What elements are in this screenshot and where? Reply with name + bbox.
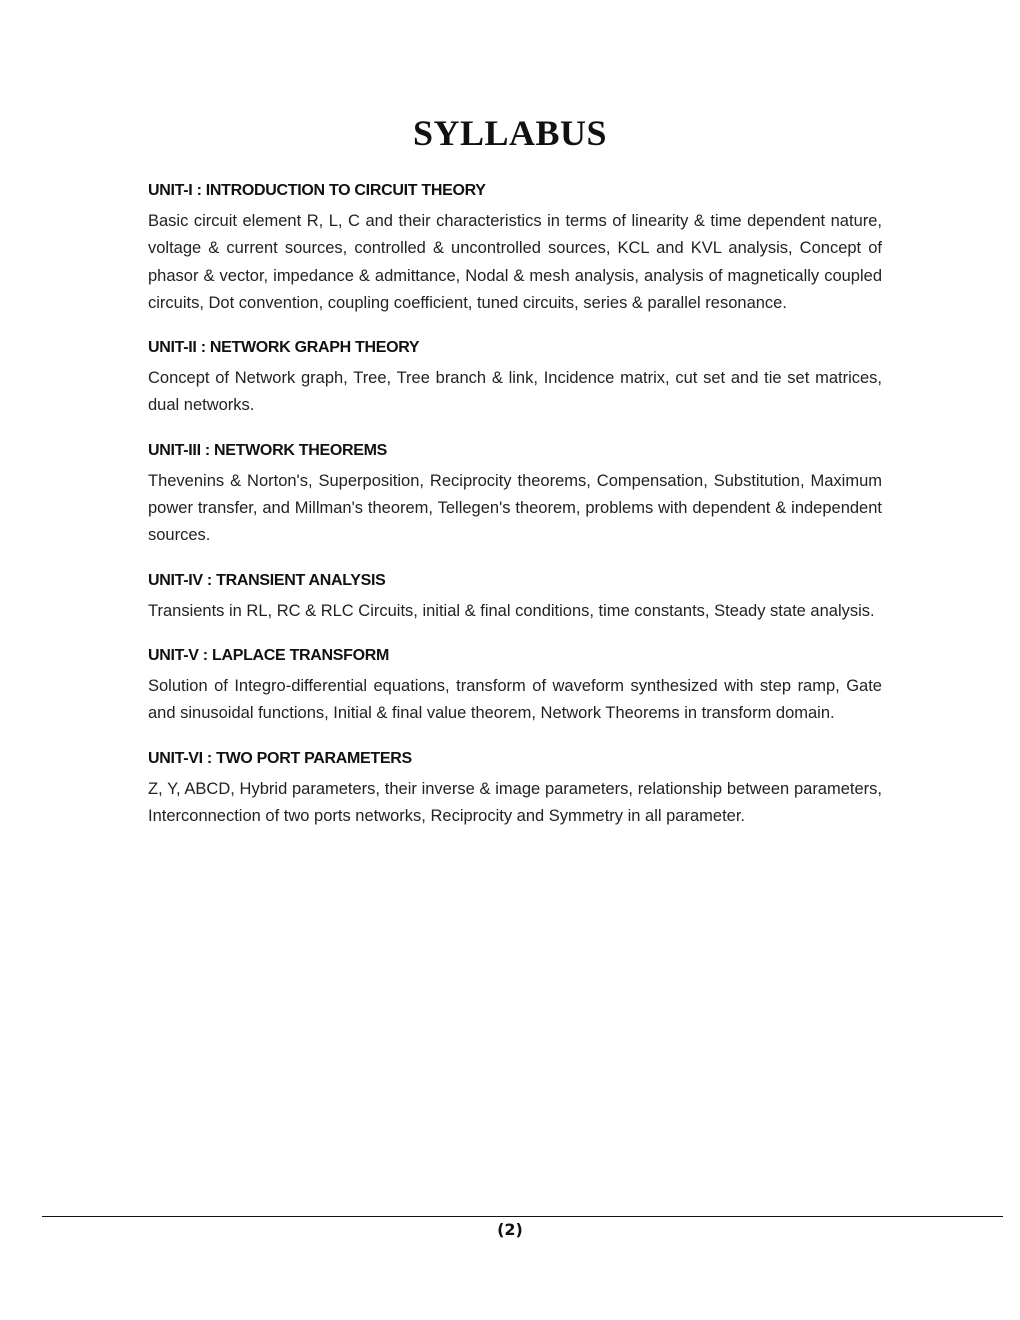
footer-divider	[42, 1216, 1003, 1217]
unit-4-description: Transients in RL, RC & RLC Circuits, initial & final conditions, time constants, Steady state analysis.	[148, 601, 875, 620]
unit-6-heading: UNIT-VI : TWO PORT PARAMETERS	[148, 749, 412, 767]
unit-1-description: Basic circuit element R, L, C and their characteristics in terms of linearity & time dependent nature, voltage & current sources, controlled & uncontrolled sources, KCL and KVL analysis, Concept of phasor & vector, impedance & admittance, Nodal & mesh analysis, analysis of magnetically coupled circuits, Dot convention, coupling coefficient, tuned circuits, series & parallel resonance.	[148, 212, 882, 312]
unit-3-section	[148, 440, 882, 550]
unit-4-heading: UNIT-IV : TRANSIENT ANALYSIS	[148, 571, 386, 589]
unit-3-description: Thevenins & Norton's, Superposition, Reciprocity theorems, Compensation, Substitution, Maximum power transfer, and Millman's theorem, Tellegen's theorem, problems with dependent & independent sources.	[148, 471, 882, 545]
page-title: SYLLABUS	[412, 113, 608, 153]
unit-4-section	[148, 570, 882, 625]
unit-6-description: Z, Y, ABCD, Hybrid parameters, their inverse & image parameters, relationship between parameters, Interconnection of two ports networks, Reciprocity and Symmetry in all parameter.	[148, 779, 882, 825]
unit-5-description: Solution of Integro-differential equations, transform of waveform synthesized with step ramp, Gate and sinusoidal functions, Initial & final value theorem, Network Theorems in transform domain.	[148, 676, 882, 723]
unit-5-heading: UNIT-V : LAPLACE TRANSFORM	[148, 646, 390, 664]
unit-6-section	[148, 748, 882, 831]
unit-1-section	[148, 180, 882, 317]
unit-5-section	[148, 645, 882, 728]
unit-2-description: Concept of Network graph, Tree, Tree branch & link, Incidence matrix, cut set and tie set matrices, dual networks.	[148, 369, 882, 415]
unit-1-heading: UNIT-I : INTRODUCTION TO CIRCUIT THEORY	[148, 182, 486, 199]
unit-3-heading: UNIT-III : NETWORK THEOREMS	[148, 441, 388, 459]
unit-2-heading: UNIT-II : NETWORK GRAPH THEORY	[148, 339, 420, 357]
unit-2-section	[148, 337, 882, 420]
syllabus-content	[148, 180, 882, 850]
page-number: (2)	[497, 1220, 523, 1239]
